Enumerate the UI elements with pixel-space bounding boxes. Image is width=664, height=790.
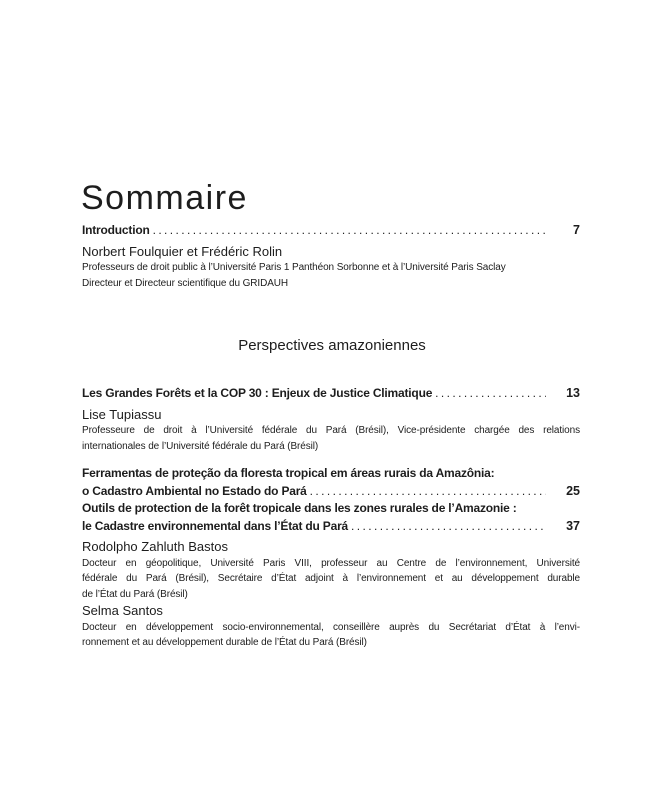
entry-title: Les Grandes Forêts et la COP 30 : Enjeux de Justice Climatique <box>82 386 433 400</box>
author-bio-line: de l’État du Pará (Brésil) <box>82 588 188 600</box>
toc-entry-grandes-forets <box>82 385 580 454</box>
toc-row[interactable] <box>82 222 580 240</box>
page-number: 13 <box>566 386 580 400</box>
dots-leader <box>153 222 546 240</box>
author-bio-line: Directeur et Directeur scientifique du GRIDAUH <box>82 277 289 289</box>
author-bio-line: Professeure de droit à l’Université fédérale du Pará (Brésil), Vice-présidente chargée des relations <box>82 425 580 436</box>
entry-title-line1: Outils de protection de la forêt tropicale dans les zones rurales de l’Amazonie : <box>82 501 517 515</box>
entry-title-line2: le Cadastre environnemental dans l’État du Pará <box>82 518 349 533</box>
toc-row[interactable] <box>82 385 580 403</box>
entry-title-line1: Ferramentas de proteção da floresta tropical em áreas rurais da Amazônia: <box>82 466 495 480</box>
author-bio-line: fédérale du Pará (Brésil), Secrétaire d’État adjoint à l’environnement et au développement durable <box>82 573 580 584</box>
author-bio-line: Professeurs de droit public à l’Université Paris 1 Panthéon Sorbonne et à l’Université Paris Saclay <box>82 262 506 273</box>
toc-row[interactable] <box>82 518 580 536</box>
author-bio-line: Docteur en géopolitique, Université Paris VIII, professeur au Centre de l’environnement, Université <box>82 557 580 569</box>
entry-title-line2: o Cadastro Ambiental no Estado do Pará <box>82 483 307 498</box>
page-number: 37 <box>566 518 580 533</box>
author-bio-line: ronnement et au développement durable de l’État du Pará (Brésil) <box>82 637 367 648</box>
author-bio-line: Docteur en développement socio-environnemental, conseillère auprès du Secrétariat d’État à l’envi- <box>82 621 580 633</box>
author-name: Rodolpho Zahluth Bastos <box>82 539 228 554</box>
entry-title: Introduction <box>82 223 150 237</box>
author-bio-line: internationales de l’Université fédérale du Pará (Brésil) <box>82 440 319 452</box>
dots-leader <box>310 483 546 501</box>
author-name: Norbert Foulquier et Frédéric Rolin <box>82 243 283 259</box>
section-heading: Perspectives amazoniennes <box>238 337 426 354</box>
toc-row[interactable] <box>82 483 580 501</box>
page-number: 7 <box>573 223 580 237</box>
toc-entry-introduction <box>82 222 580 291</box>
dots-leader <box>435 385 546 403</box>
page-number: 25 <box>566 483 580 498</box>
toc-entry-cadastro-ambiental <box>82 465 580 651</box>
author-name: Lise Tupiassu <box>82 406 162 422</box>
page-title: Sommaire <box>81 179 248 217</box>
dots-leader <box>351 518 546 536</box>
author-name: Selma Santos <box>82 603 163 618</box>
